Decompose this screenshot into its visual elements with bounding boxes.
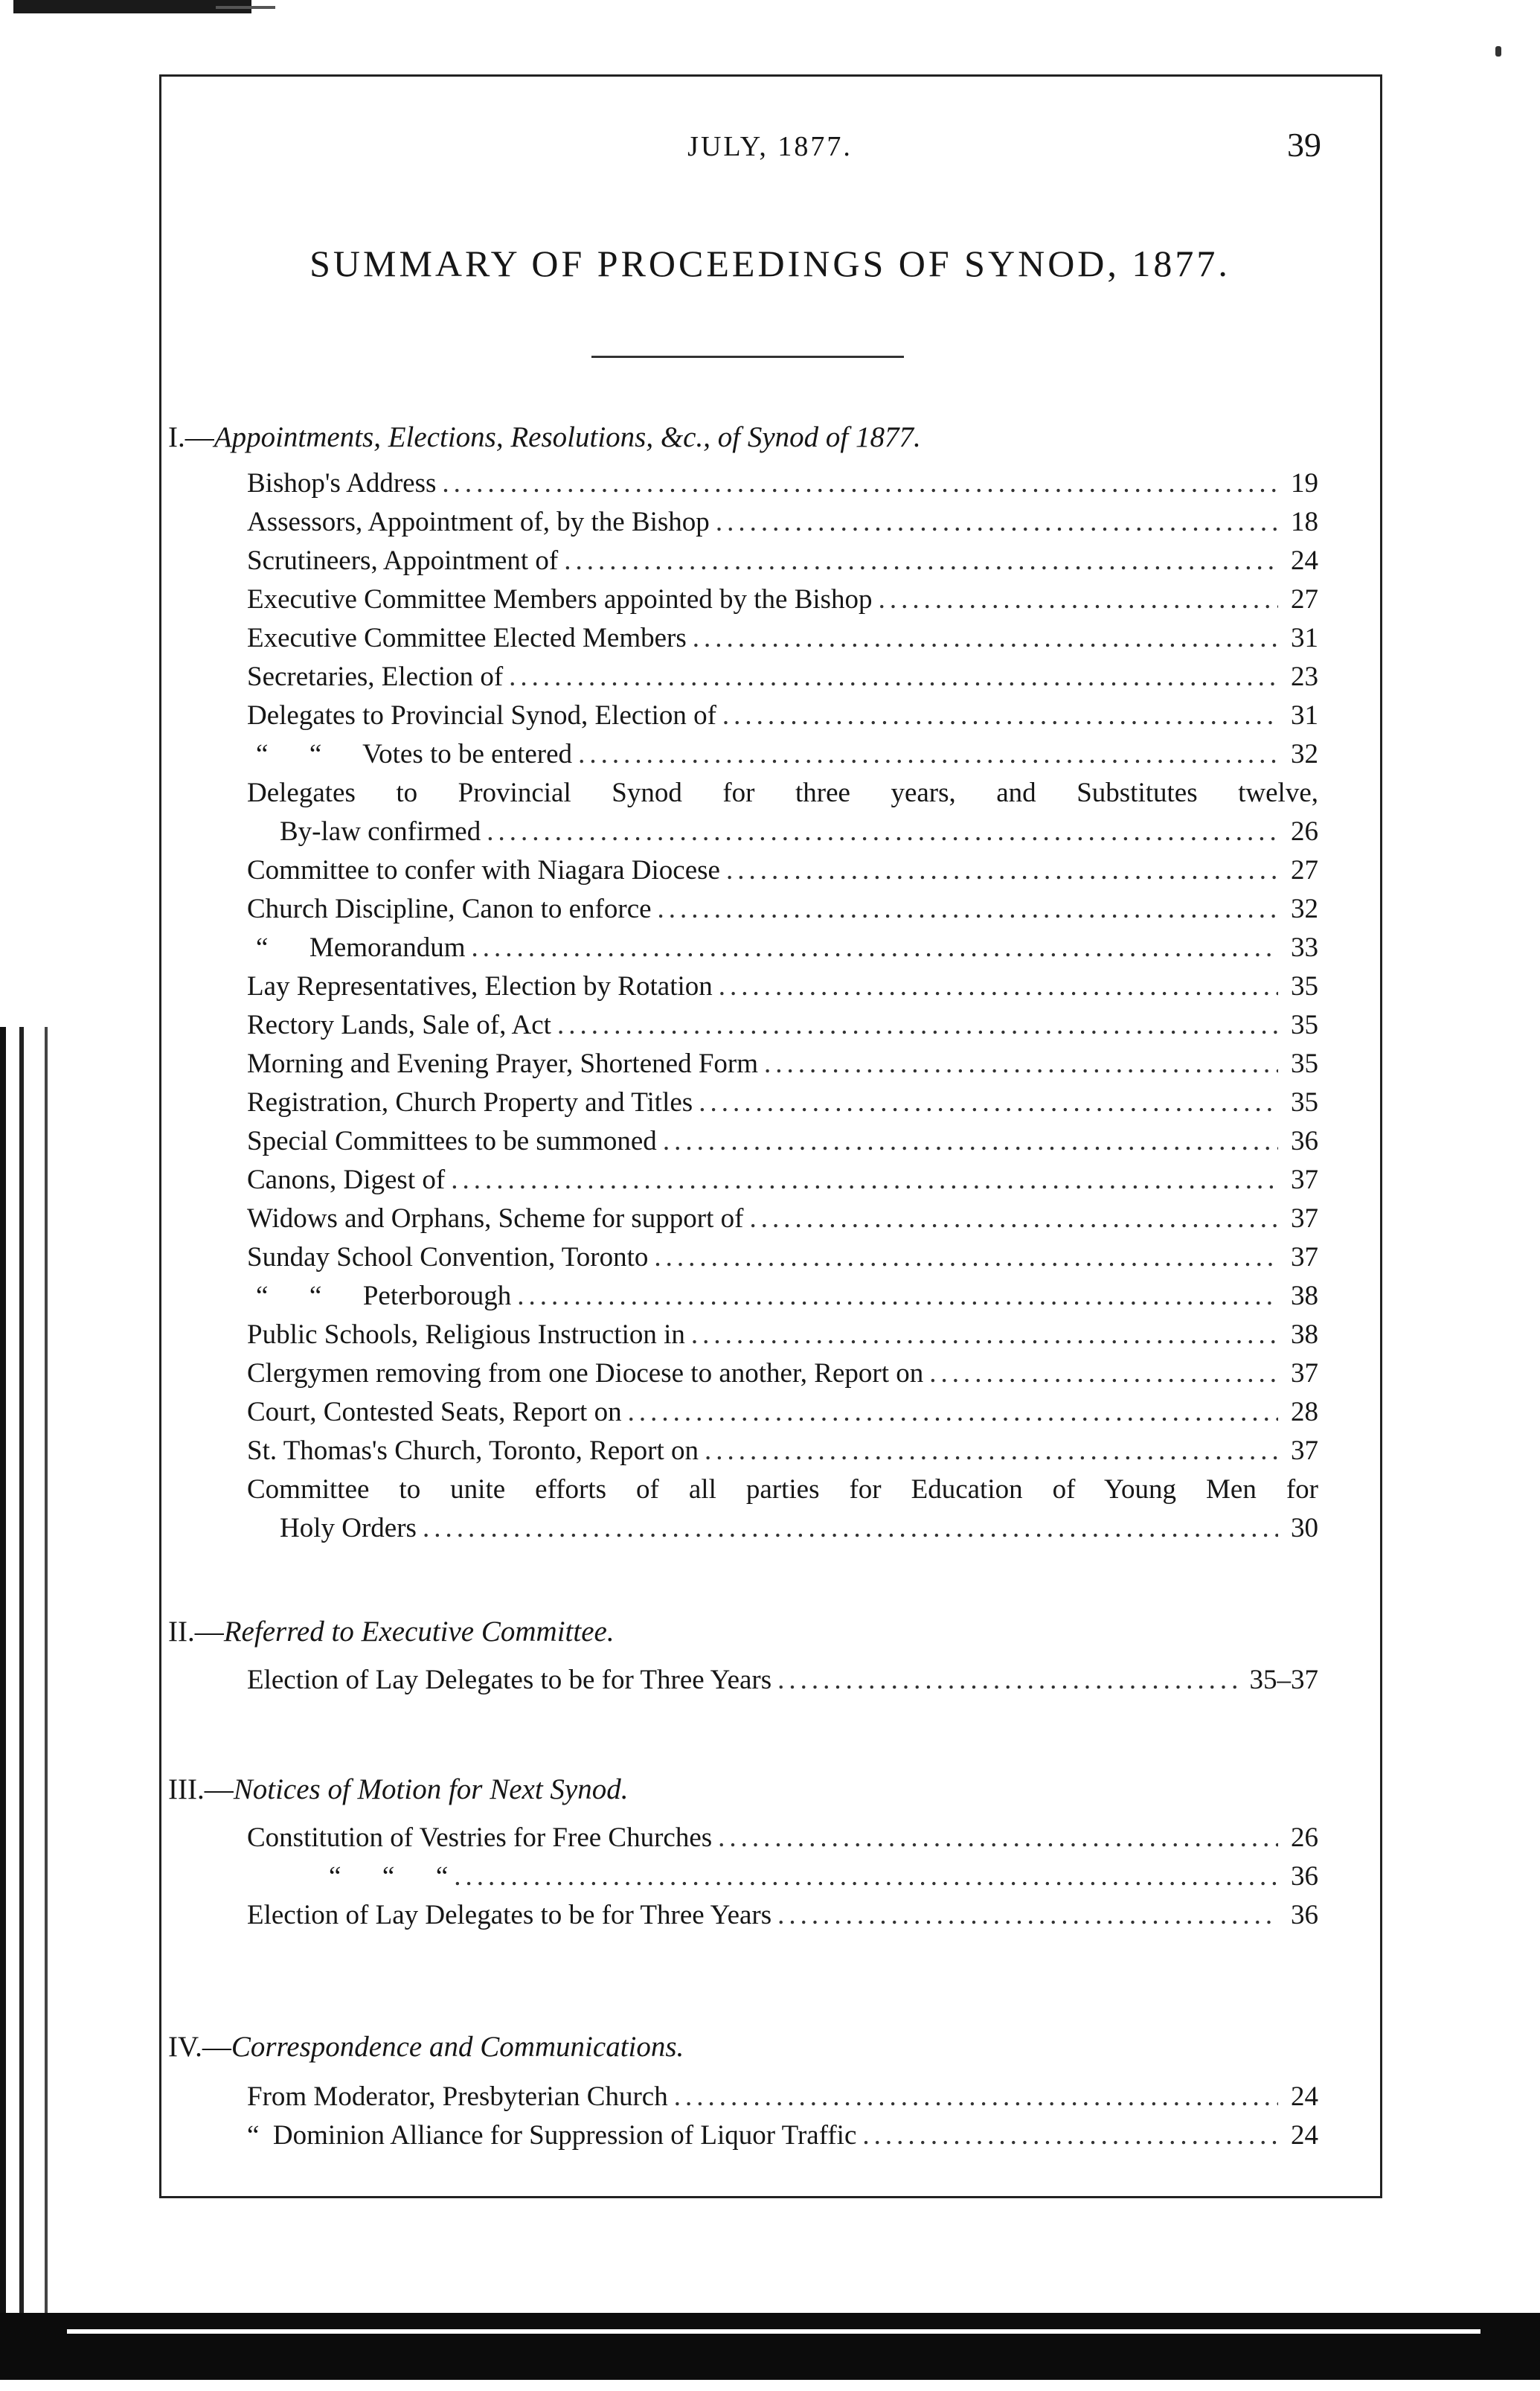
list-item: Executive Committee Elected Members ..... 31: [247, 622, 1318, 661]
list-item: “ Memorandum ..... 33: [247, 932, 1318, 970]
list-item: “ “ “ ..... 36: [247, 1860, 1318, 1899]
list-item: “ “ Votes to be entered ..... 32: [247, 738, 1318, 777]
list-item: Lay Representatives, Election by Rotation ..... 35: [247, 970, 1318, 1009]
list-item: Special Committees to be summoned ..... 36: [247, 1125, 1318, 1164]
list-item: Election of Lay Delegates to be for Three Years ..... 35–37: [247, 1664, 1318, 1703]
list-item: Sunday School Convention, Toronto ..... 37: [247, 1241, 1318, 1280]
list-item: Election of Lay Delegates to be for Three Years ..... 36: [247, 1899, 1318, 1938]
list-item: Rectory Lands, Sale of, Act ..... 35: [247, 1009, 1318, 1048]
list-item: Bishop's Address ..... 19: [247, 467, 1318, 506]
running-header-date: JULY, 1877.: [687, 131, 853, 162]
list-item: St. Thomas's Church, Toronto, Report on ..... 37: [247, 1435, 1318, 1473]
list-item: Delegates to Provincial Synod, Election of ..... 31: [247, 700, 1318, 738]
list-item: Registration, Church Property and Titles ..... 35: [247, 1086, 1318, 1125]
list-item: Constitution of Vestries for Free Churches ..... 26: [247, 1822, 1318, 1860]
list-item: Committee to unite efforts of all parties for Education of Young Men for: [247, 1474, 1318, 1505]
list-item: Public Schools, Religious Instruction in ..... 38: [247, 1319, 1318, 1357]
section-heading-2: II.—Referred to Executive Committee.: [168, 1616, 615, 1648]
list-item: Canons, Digest of ..... 37: [247, 1164, 1318, 1203]
list-item: “ Dominion Alliance for Suppression of Liquor Traffic ..... 24: [247, 2119, 1318, 2158]
list-item: Executive Committee Members appointed by the Bishop ..... 27: [247, 583, 1318, 622]
list-item: By-law confirmed ..... 26: [280, 816, 1318, 854]
list-item: Widows and Orphans, Scheme for support of ..... 37: [247, 1203, 1318, 1241]
section-heading-4: IV.—Correspondence and Communications.: [168, 2031, 684, 2063]
list-item: Scrutineers, Appointment of ..... 24: [247, 545, 1318, 583]
list-item: Assessors, Appointment of, by the Bishop ..... 18: [247, 506, 1318, 545]
list-item: Holy Orders ..... 30: [280, 1512, 1318, 1551]
list-item: Church Discipline, Canon to enforce ..... 32: [247, 893, 1318, 932]
title-rule: [591, 356, 904, 358]
page-number: 39: [1287, 126, 1321, 164]
page-title: SUMMARY OF PROCEEDINGS OF SYNOD, 1877.: [309, 243, 1231, 284]
list-item: Morning and Evening Prayer, Shortened Form ..... 35: [247, 1048, 1318, 1086]
scan-speck: [1495, 46, 1501, 57]
scan-edge-left: [0, 1027, 52, 2352]
list-item: Delegates to Provincial Synod for three years, and Substitutes twelve,: [247, 778, 1318, 808]
section-heading-3: III.—Notices of Motion for Next Synod.: [168, 1773, 629, 1805]
list-item: “ “ Peterborough ..... 38: [247, 1280, 1318, 1319]
list-item: From Moderator, Presbyterian Church ..... 24: [247, 2081, 1318, 2119]
list-item: Committee to confer with Niagara Diocese ..... 27: [247, 854, 1318, 893]
list-item: Clergymen removing from one Diocese to another, Report on ..... 37: [247, 1357, 1318, 1396]
list-item: Secretaries, Election of ..... 23: [247, 661, 1318, 700]
scan-edge-bottom: [0, 2313, 1540, 2380]
scan-edge-bottom-gap: [67, 2329, 1480, 2334]
list-item: Court, Contested Seats, Report on ..... 28: [247, 1396, 1318, 1435]
scan-edge-top-mark: [216, 6, 275, 9]
section-heading-1: I.—Appointments, Elections, Resolutions, &c., of Synod of 1877.: [168, 421, 921, 453]
